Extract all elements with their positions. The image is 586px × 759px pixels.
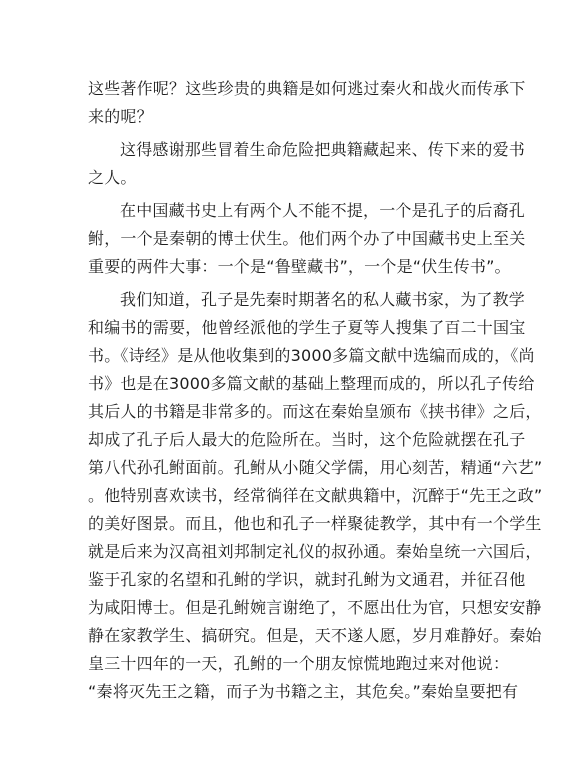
paragraph — [88, 197, 526, 281]
text-line: 却成了孔子后人最大的危险所在。当时，这个危险就摆在孔子 — [88, 430, 526, 449]
text-line: “秦将灭先王之籍，而子为书籍之主，其危矣。”秦始皇要把有 — [88, 682, 519, 701]
paragraph — [88, 136, 526, 192]
text-line: 我们知道，孔子是先秦时期著名的私人藏书家，为了教学 — [120, 290, 526, 309]
text-line: 来的呢？ — [88, 107, 153, 126]
text-line: 为咸阳博士。但是孔鲋婉言谢绝了，不愿出仕为官，只想安安静 — [88, 598, 542, 617]
body-text — [88, 75, 543, 706]
text-line: 书》也是在3000多篇文献的基础上整理而成的，所以孔子传给 — [88, 374, 535, 393]
text-line: 静在家教学生、搞研究。但是，天不遂人愿，岁月难静好。秦始 — [88, 626, 542, 645]
text-line: 皇三十四年的一天，孔鲋的一个朋友惊慌地跑过来对他说： — [88, 654, 510, 673]
text-line: 之人。 — [88, 168, 137, 187]
text-line: 在中国藏书史上有两个人不能不提，一个是孔子的后裔孔 — [120, 201, 526, 220]
text-line: 书。《诗经》是从他收集到的3000多篇文献中选编而成的，《尚 — [88, 346, 535, 365]
text-line: 和编书的需要，他曾经派他的学生子夏等人搜集了百二十国宝 — [88, 318, 526, 337]
text-line: 的美好图景。而且，他也和孔子一样聚徒教学，其中有一个学生 — [88, 514, 542, 533]
paragraph — [88, 75, 526, 131]
text-line: 鉴于孔家的名望和孔鲋的学识，就封孔鲋为文通君，并征召他 — [88, 570, 526, 589]
paragraph — [88, 286, 543, 706]
text-line: 鲋，一个是秦朝的博士伏生。他们两个办了中国藏书史上至关 — [88, 229, 526, 248]
text-line: 第八代孙孔鲋面前。孔鲋从小随父学儒，用心刻苦，精通“六艺” — [88, 458, 543, 477]
text-line: 这得感谢那些冒着生命危险把典籍藏起来、传下来的爱书 — [120, 140, 526, 159]
text-line: 就是后来为汉高祖刘邦制定礼仪的叔孙通。秦始皇统一六国后， — [88, 542, 542, 561]
text-line: 其后人的书籍是非常多的。而这在秦始皇颁布《挟书律》之后， — [88, 402, 542, 421]
text-line: 这些著作呢？这些珍贵的典籍是如何逃过秦火和战火而传承下 — [88, 79, 526, 98]
text-line: 。他特别喜欢读书，经常徜徉在文献典籍中，沉醉于“先王之政” — [88, 486, 543, 505]
text-line: 重要的两件大事：一个是“鲁壁藏书”，一个是“伏生传书”。 — [88, 257, 511, 276]
